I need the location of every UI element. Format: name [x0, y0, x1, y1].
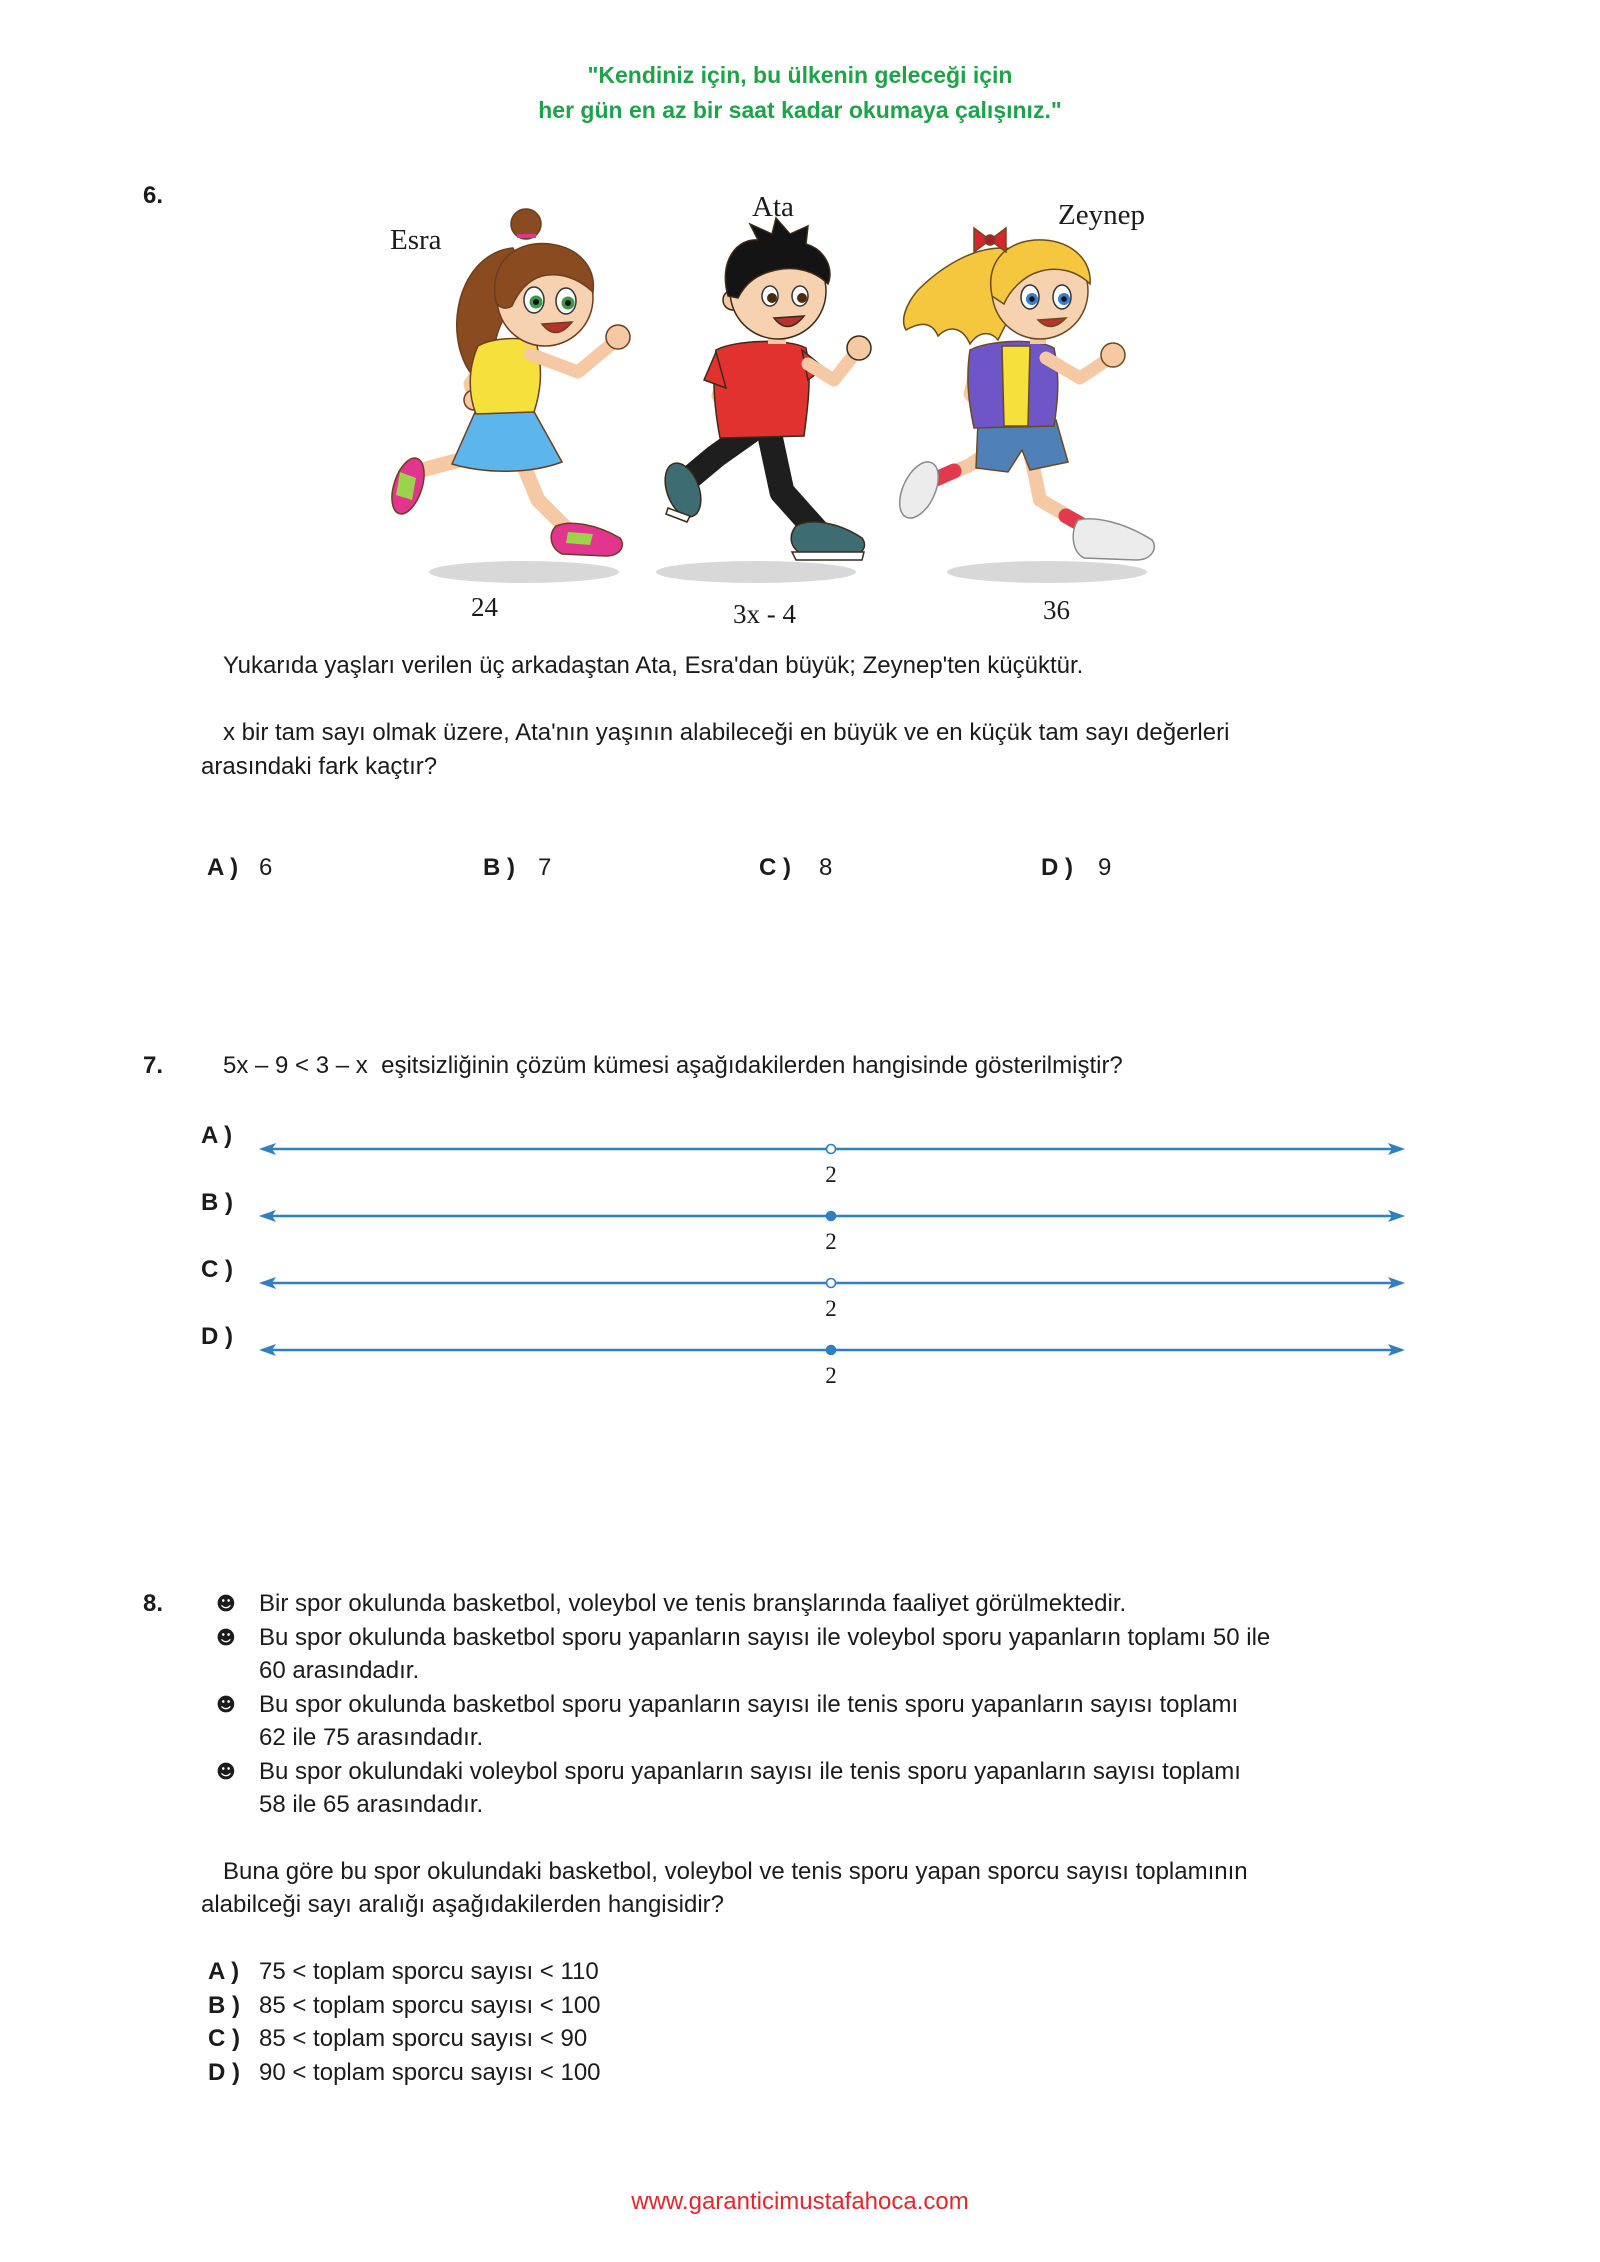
child-name-zeynep: Zeynep — [1058, 199, 1145, 231]
question-8-option-d-value: 90 < toplam sporcu sayısı < 100 — [259, 2059, 601, 2086]
number-line-c-point-label: 2 — [825, 1296, 837, 1321]
ata-front-arm — [808, 352, 856, 380]
motto-line-2: her gün en az bir saat kadar okumaya çalışınız." — [538, 97, 1062, 123]
question-8-option-d-label: D ) — [208, 2059, 240, 2086]
question-8-option-b-label: B ) — [208, 1992, 240, 2019]
bullet-2-line-1: Bu spor okulunda basketbol sporu yapanların sayısı ile voleybol sporu yapanların toplamı 50 ile — [259, 1624, 1271, 1651]
number-line-c-point — [827, 1279, 836, 1288]
question-6-option-a-label: A ) — [207, 854, 239, 881]
question-8-option-c-label: C ) — [208, 2025, 240, 2052]
question-6-text-line-3: arasındaki fark kaçtır? — [201, 753, 438, 780]
number-line-d-point — [827, 1346, 836, 1355]
zeynep-shirt — [1002, 346, 1030, 426]
bullet-2-line-2: 60 arasındadır. — [259, 1657, 420, 1684]
child-age-esra: 24 — [471, 592, 498, 622]
question-7-text: 5x – 9 < 3 – x eşitsizliğinin çözüm kümesi aşağıdakilerden hangisinde gösterilmiştir? — [223, 1052, 1123, 1079]
esra-shadow — [429, 561, 619, 583]
question-8-number: 8. — [143, 1590, 164, 1617]
motto-line-1: "Kendiniz için, bu ülkenin geleceği için — [587, 62, 1013, 88]
child-age-zeynep: 36 — [1043, 595, 1070, 625]
question-6-number: 6. — [143, 182, 164, 209]
number-line-c — [259, 1277, 1405, 1321]
bullet-3-line-2: 62 ile 75 arasındadır. — [259, 1724, 484, 1751]
bullet-3-line-1: Bu spor okulunda basketbol sporu yapanların sayısı ile tenis sporu yapanların sayısı toplamı — [259, 1691, 1239, 1718]
question-6-option-d-value: 9 — [1098, 854, 1112, 881]
zeynep-front-shoe — [1073, 519, 1154, 560]
ata-shadow — [656, 561, 856, 583]
esra-figure — [386, 209, 630, 583]
smiley-bullet-icon: ☻ — [216, 1593, 236, 1615]
ata-front-leg — [770, 436, 816, 530]
number-line-d-option-label: D ) — [201, 1323, 233, 1350]
question-8-option-a-value: 75 < toplam sporcu sayısı < 110 — [259, 1958, 599, 1985]
number-line-d — [259, 1344, 1405, 1388]
question-8-option-b-value: 85 < toplam sporcu sayısı < 100 — [259, 1992, 601, 2019]
number-line-b — [259, 1210, 1405, 1254]
zeynep-figure — [892, 228, 1154, 583]
number-line-a-option-label: A ) — [201, 1122, 233, 1149]
question-6-text-line-2: x bir tam sayı olmak üzere, Ata'nın yaşının alabileceği en büyük ve en küçük tam sayı değerleri — [223, 719, 1230, 746]
ata-front-shoe — [791, 522, 864, 556]
child-age-ata: 3x - 4 — [733, 599, 796, 629]
children-illustration — [378, 200, 1178, 590]
bullet-1-line-1: Bir spor okulunda basketbol, voleybol ve tenis branşlarında faaliyet görülmektedir. — [259, 1590, 1127, 1617]
question-6-option-b-label: B ) — [483, 854, 515, 881]
number-line-a-point-label: 2 — [825, 1162, 837, 1187]
question-6-option-b-value: 7 — [538, 854, 552, 881]
question-6-option-c-value: 8 — [819, 854, 833, 881]
number-line-a-point — [827, 1145, 836, 1154]
number-line-d-point-label: 2 — [825, 1363, 837, 1388]
bullet-4-line-1: Bu spor okulundaki voleybol sporu yapanların sayısı ile tenis sporu yapanların sayısı toplamı — [259, 1758, 1241, 1785]
question-7-number: 7. — [143, 1052, 164, 1079]
zeynep-back-shoe — [892, 456, 946, 524]
child-name-esra: Esra — [390, 224, 442, 256]
footer-website: www.garanticimustafahoca.com — [631, 2188, 969, 2215]
esra-skirt — [452, 408, 562, 471]
number-line-b-point — [827, 1212, 836, 1221]
ata-figure — [656, 218, 871, 583]
question-6-option-d-label: D ) — [1041, 854, 1073, 881]
smiley-bullet-icon: ☻ — [216, 1627, 236, 1649]
smiley-bullet-icon: ☻ — [216, 1694, 236, 1716]
number-line-c-option-label: C ) — [201, 1256, 233, 1283]
question-8-text-line-2: alabilceği sayı aralığı aşağıdakilerden hangisidir? — [201, 1891, 724, 1918]
child-name-ata: Ata — [752, 191, 794, 223]
ata-shirt — [714, 341, 809, 438]
smiley-bullet-icon: ☻ — [216, 1761, 236, 1783]
question-6-text-line-1: Yukarıda yaşları verilen üç arkadaştan Ata, Esra'dan büyük; Zeynep'ten küçüktür. — [223, 652, 1084, 679]
number-line-a — [259, 1143, 1405, 1187]
bullet-4-line-2: 58 ile 65 arasındadır. — [259, 1791, 484, 1818]
zeynep-shadow — [947, 561, 1147, 583]
question-8-option-c-value: 85 < toplam sporcu sayısı < 90 — [259, 2025, 588, 2052]
number-line-b-option-label: B ) — [201, 1189, 233, 1216]
number-line-b-point-label: 2 — [825, 1229, 837, 1254]
question-8-option-a-label: A ) — [208, 1958, 240, 1985]
question-6-option-a-value: 6 — [259, 854, 273, 881]
number-lines — [0, 1120, 1600, 1400]
question-6-option-c-label: C ) — [759, 854, 791, 881]
reading-motto — [0, 58, 1600, 128]
question-8-text-line-1: Buna göre bu spor okulundaki basketbol, voleybol ve tenis sporu yapan sporcu sayısı toplamının — [223, 1858, 1248, 1885]
